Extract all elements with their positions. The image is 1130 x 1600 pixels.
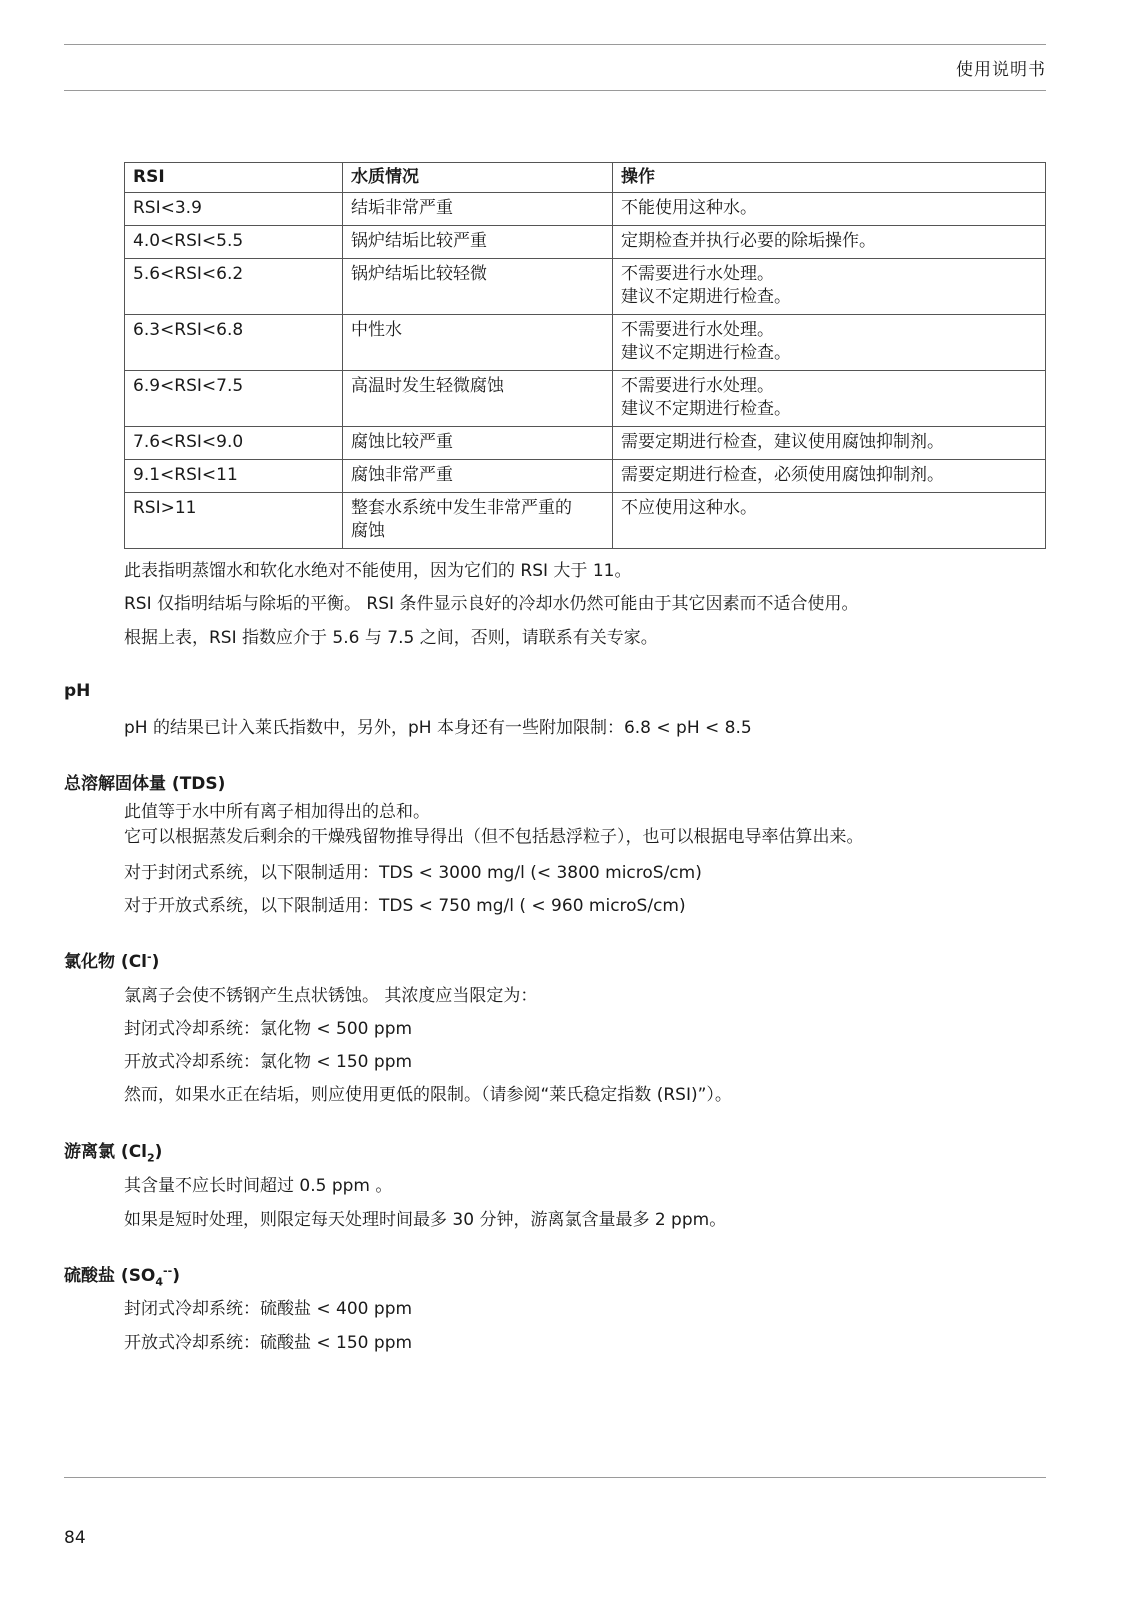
action-cell: 不能使用这种水。 — [613, 193, 1046, 226]
free-chlorine-heading — [64, 1137, 162, 1164]
water-condition-cell: 腐蚀非常严重 — [343, 460, 613, 493]
rsi-note-1: 此表指明蒸馏水和软化水绝对不能使用，因为它们的 RSI 大于 11。 — [124, 561, 632, 581]
rsi-table — [124, 162, 1046, 549]
page-number: 84 — [64, 1528, 86, 1548]
rsi-range-cell: 4.0<RSI<5.5 — [125, 226, 343, 259]
chloride-text-2: 封闭式冷却系统：氯化物 < 500 ppm — [124, 1019, 413, 1039]
rsi-range-cell: RSI<3.9 — [125, 193, 343, 226]
tds-heading: 总溶解固体量 (TDS) — [64, 774, 226, 794]
action-cell: 需要定期进行检查，必须使用腐蚀抑制剂。 — [613, 460, 1046, 493]
chloride-heading-main: 氯化物 (Cl — [64, 952, 147, 972]
rsi-range-cell: 9.1<RSI<11 — [125, 460, 343, 493]
sulfate-text-2: 开放式冷却系统：硫酸盐 < 150 ppm — [124, 1333, 413, 1353]
rsi-range-cell: 7.6<RSI<9.0 — [125, 427, 343, 460]
sulfate-heading-main: 硫酸盐 (SO — [64, 1266, 156, 1286]
rsi-range-cell: 6.3<RSI<6.8 — [125, 315, 343, 371]
action-cell: 不需要进行水处理。 建议不定期进行检查。 — [613, 315, 1046, 371]
rsi-range-cell: 5.6<RSI<6.2 — [125, 259, 343, 315]
sulfate-heading-sup: -- — [163, 1264, 173, 1278]
free-chlorine-text-2: 如果是短时处理，则限定每天处理时间最多 30 分钟，游离氯含量最多 2 ppm。 — [124, 1210, 727, 1230]
table-header-row — [125, 163, 1046, 193]
rsi-note-3: 根据上表，RSI 指数应介于 5.6 与 7.5 之间，否则，请联系有关专家。 — [124, 628, 658, 648]
tds-text-1: 此值等于水中所有离子相加得出的总和。 它可以根据蒸发后剩余的干燥残留物推导得出（但不包括悬浮粒子），也可以根据电导率估算出来。 — [124, 802, 864, 847]
action-cell: 不需要进行水处理。 建议不定期进行检查。 — [613, 371, 1046, 427]
column-header-rsi: RSI — [125, 163, 343, 193]
table-row — [125, 193, 1046, 226]
table-row — [125, 259, 1046, 315]
column-header-water-condition: 水质情况 — [343, 163, 613, 193]
action-cell: 定期检查并执行必要的除垢操作。 — [613, 226, 1046, 259]
chloride-heading-sup: - — [147, 950, 152, 964]
table-row — [125, 315, 1046, 371]
water-condition-cell: 结垢非常严重 — [343, 193, 613, 226]
action-cell: 不需要进行水处理。 建议不定期进行检查。 — [613, 259, 1046, 315]
water-condition-cell: 腐蚀比较严重 — [343, 427, 613, 460]
header-title: 使用说明书 — [956, 60, 1046, 80]
water-condition-cell: 高温时发生轻微腐蚀 — [343, 371, 613, 427]
water-condition-cell: 锅炉结垢比较轻微 — [343, 259, 613, 315]
free-chlorine-heading-sub: 2 — [147, 1151, 155, 1165]
free-chlorine-heading-end: ) — [154, 1142, 163, 1162]
free-chlorine-heading-main: 游离氯 (Cl — [64, 1142, 147, 1162]
action-cell: 不应使用这种水。 — [613, 493, 1046, 549]
chloride-text-1: 氯离子会使不锈钢产生点状锈蚀。 其浓度应当限定为： — [124, 986, 538, 1006]
footer-rule — [64, 1477, 1046, 1478]
free-chlorine-text-1: 其含量不应长时间超过 0.5 ppm 。 — [124, 1176, 393, 1196]
chloride-text-3: 开放式冷却系统：氯化物 < 150 ppm — [124, 1052, 413, 1072]
rsi-range-cell: 6.9<RSI<7.5 — [125, 371, 343, 427]
water-condition-cell: 中性水 — [343, 315, 613, 371]
tds-text-3: 对于开放式系统，以下限制适用：TDS < 750 mg/l ( < 960 microS/cm) — [124, 896, 686, 916]
column-header-action: 操作 — [613, 163, 1046, 193]
table-row — [125, 226, 1046, 259]
sulfate-text-1: 封闭式冷却系统：硫酸盐 < 400 ppm — [124, 1299, 413, 1319]
ph-text: pH 的结果已计入莱氏指数中，另外，pH 本身还有一些附加限制：6.8 < pH < 8.5 — [124, 718, 752, 738]
table-row — [125, 493, 1046, 549]
action-cell: 需要定期进行检查，建议使用腐蚀抑制剂。 — [613, 427, 1046, 460]
header-top-rule — [64, 44, 1046, 45]
water-condition-cell: 锅炉结垢比较严重 — [343, 226, 613, 259]
rsi-note-2: RSI 仅指明结垢与除垢的平衡。 RSI 条件显示良好的冷却水仍然可能由于其它因素而不适合使用。 — [124, 594, 859, 614]
rsi-table-body — [125, 193, 1046, 549]
chloride-text-4: 然而，如果水正在结垢，则应使用更低的限制。（请参阅“莱氏稳定指数 (RSI)”）。 — [124, 1085, 732, 1105]
water-condition-cell: 整套水系统中发生非常严重的 腐蚀 — [343, 493, 613, 549]
table-row — [125, 427, 1046, 460]
table-row — [125, 460, 1046, 493]
chloride-heading — [64, 947, 159, 972]
chloride-heading-end: ) — [151, 952, 160, 972]
table-row — [125, 371, 1046, 427]
sulfate-heading — [64, 1261, 180, 1288]
sulfate-heading-sub: 4 — [155, 1275, 164, 1289]
header-bottom-rule — [64, 90, 1046, 91]
rsi-range-cell: RSI>11 — [125, 493, 343, 549]
tds-text-2: 对于封闭式系统，以下限制适用：TDS < 3000 mg/l (< 3800 microS/cm) — [124, 863, 702, 883]
ph-heading: pH — [64, 681, 91, 701]
sulfate-heading-end: ) — [172, 1266, 180, 1286]
